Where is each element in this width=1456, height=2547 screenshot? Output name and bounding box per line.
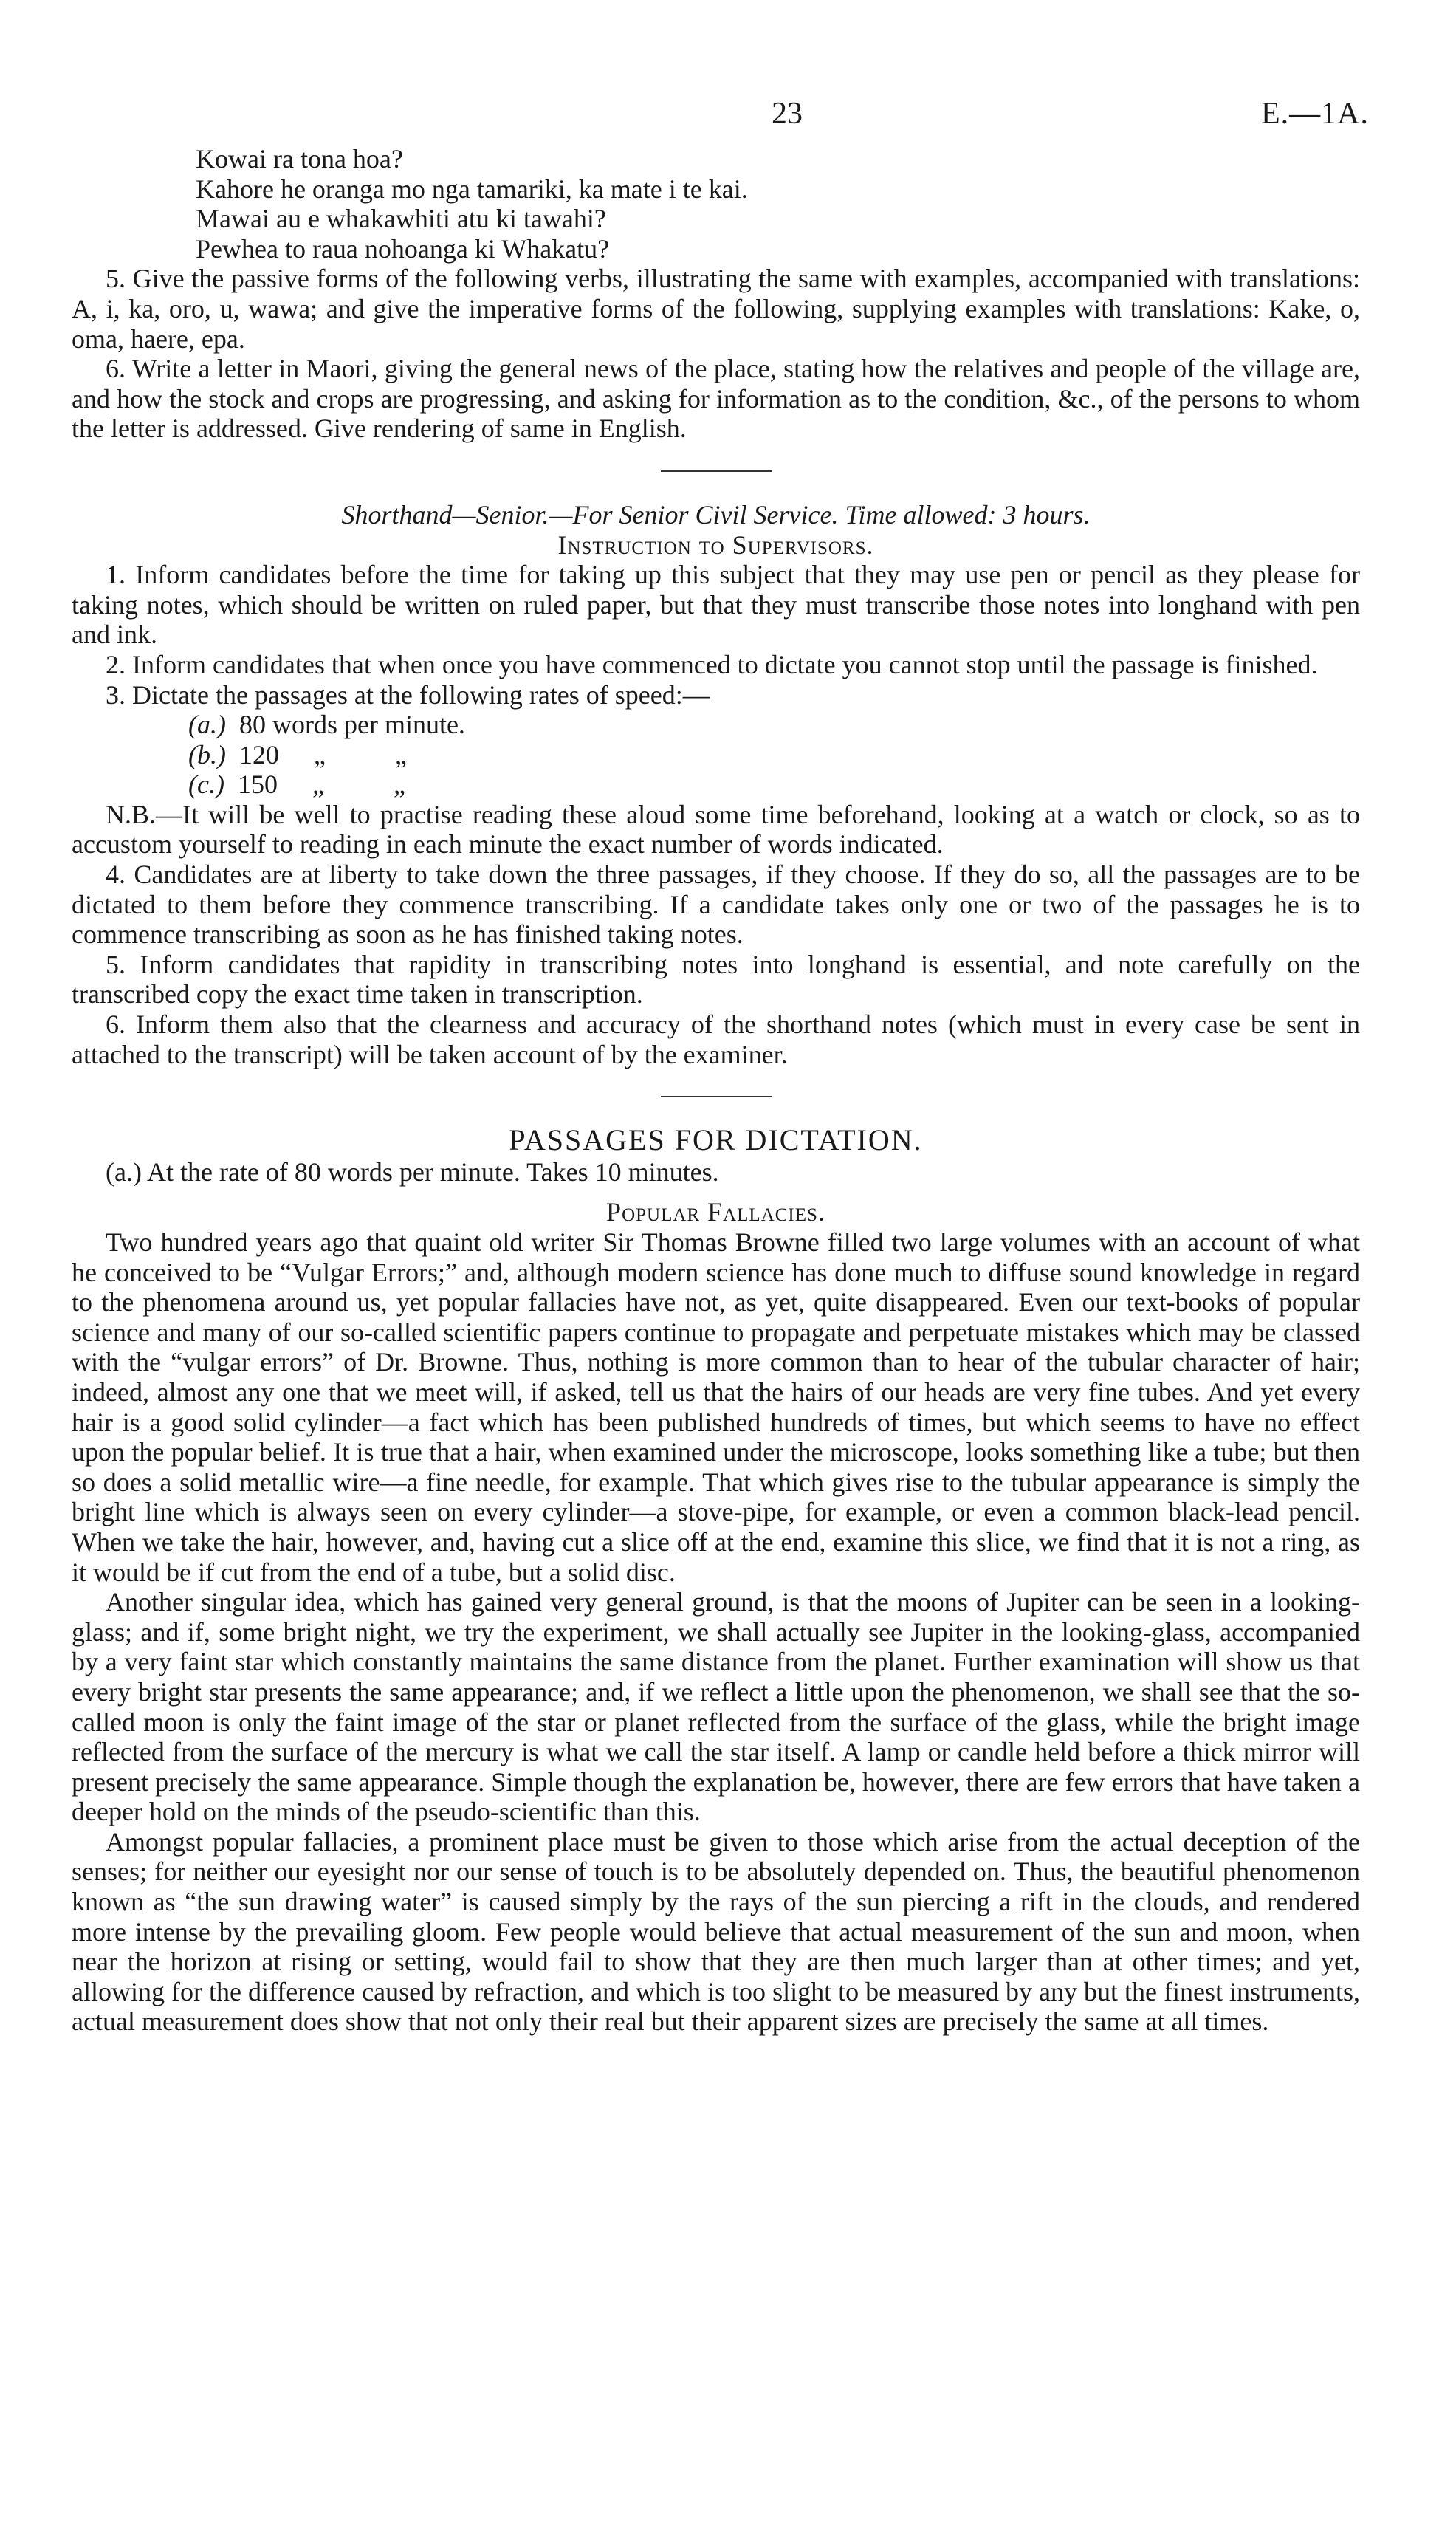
rate-item: [72, 769, 1360, 800]
nota-bene: N.B.—It will be well to practise reading these aloud some time beforehand, looking at a watch or clock, so as to accustom yourself to reading in each minute the exact number of words indicated.: [72, 799, 1360, 860]
rate-item: [72, 710, 1360, 740]
ditto-mark: „: [394, 739, 407, 769]
passages-heading: PASSAGES FOR DICTATION.: [509, 1123, 923, 1157]
maori-sentence: Pewhea to raua nohoanga ki Whakatu?: [196, 233, 610, 264]
section-divider: [661, 470, 772, 472]
document-reference: E.—1A.: [1261, 97, 1369, 131]
rate-label: (b.): [188, 739, 226, 769]
rate-item: [72, 740, 1360, 770]
maori-sentence: Mawai au e whakawhiti atu ki tawahi?: [196, 204, 606, 234]
rate-value: 80 words per minute.: [238, 710, 465, 740]
ditto-mark: „: [393, 769, 405, 800]
passage-paragraph: Another singular idea, which has gained very general ground, is that the moons of Jupiter can be seen in a looking-glass; and if, some bright night, we try the experiment, we shall actually see Jupiter in the looking-glass, accompanied by a very faint star which constantly maintains the same distance from the planet. Further examination will show us that every bright star presents the same appearance; and, if we reflect a little upon the phenomenon, we shall see that the so-called moon is only the faint image of the star or planet reflected from the surface of the glass, while the bright image reflected from the surface of the mercury is what we call the star itself. A lamp or candle held before a thick mirror will present precisely the same appearance. Simple though the explanation be, however, there are few errors that have taken a deeper hold on the minds of the pseudo-scientific than this.: [72, 1587, 1360, 1827]
instruction-item-2: 2. Inform candidates that when once you have commenced to dictate you cannot stop until the passage is finished.: [106, 649, 1318, 679]
rate-value: 120: [238, 739, 279, 769]
instruction-heading: Instruction to Supervisors.: [557, 529, 874, 560]
instruction-item-5: 5. Inform candidates that rapidity in transcribing notes into longhand is essential, and note carefully on the transcribed copy the exact time taken in transcription.: [72, 949, 1360, 1009]
passage-title: Popular Fallacies.: [606, 1197, 825, 1227]
instruction-item-1: 1. Inform candidates before the time for taking up this subject that they may use pen or pencil as they please for taking notes, which should be written on ruled paper, but that they must transcribe those notes into longhand with pen and ink.: [72, 560, 1360, 650]
section-divider: [661, 1096, 772, 1097]
ditto-mark: „: [312, 769, 324, 800]
maori-sentence: Kahore he oranga mo nga tamariki, ka mate i te kai.: [196, 174, 748, 204]
instruction-item-4: 4. Candidates are at liberty to take down the three passages, if they choose. If they do so, all the passages are to be dictated to them before they commence transcribing. If a candidate takes only one or two of the passages he is to commence transcribing as soon as he has finished taking notes.: [72, 860, 1360, 950]
instruction-item-3: 3. Dictate the passages at the following rates of speed:—: [106, 679, 710, 710]
maori-sentence: Kowai ra tona hoa?: [196, 144, 403, 174]
ditto-mark: „: [313, 739, 326, 769]
passage-paragraph: Amongst popular fallacies, a prominent place must be given to those which arise from the actual deception of the senses; for neither our eyesight nor our sense of touch is to be absolutely depended on. Thus, the beautiful phenomenon known as “the sun drawing water” is caused simply by the rays of the sun piercing a rift in the clouds, and rendered more intense by the prevailing gloom. Few people would believe that actual measurement of the sun and moon, when near the horizon at rising or setting, would fail to show that they are then much larger than at other times; and yet, allowing for the difference caused by refraction, and which is too slight to be measured by any but the finest instruments, actual measurement does show that not only their real but their apparent sizes are precisely the same at all times.: [72, 1826, 1360, 2037]
maori-sentences: [72, 144, 1360, 264]
question-6: 6. Write a letter in Maori, giving the general news of the place, stating how the relatives and people of the village are, and how the stock and crops are progressing, and asking for information as to the condition, &c., of the persons to whom the letter is addressed. Give rendering of same in English.: [72, 354, 1360, 444]
rate-label: (c.): [188, 769, 224, 800]
shorthand-exam-title: Shorthand—Senior.—For Senior Civil Service. Time allowed: 3 hours.: [341, 499, 1091, 529]
passage-rate: (a.) At the rate of 80 words per minute. Takes 10 minutes.: [106, 1156, 719, 1187]
instruction-item-6: 6. Inform them also that the clearness and accuracy of the shorthand notes (which must in every case be sent in attached to the transcript) will be taken account of by the examiner.: [72, 1009, 1360, 1069]
passage-paragraph: Two hundred years ago that quaint old writer Sir Thomas Browne filled two large volumes with an account of what he conceived to be “Vulgar Errors;” and, although modern science has done much to diffuse sound knowledge in regard to the phenomena around us, yet popular fallacies have not, as yet, quite disappeared. Even our text-books of popular science and many of our so-called scientific papers continue to propagate and perpetuate mistakes which may be classed with the “vulgar errors” of Dr. Browne. Thus, nothing is more common than to hear of the tubular character of hair; indeed, almost any one that we meet will, if asked, tell us that the hairs of our heads are very fine tubes. And yet every hair is a good solid cylinder—a fact which has been published hundreds of times, but which seems to have no effect upon the popular belief. It is true that a hair, when examined under the microscope, looks something like a tube; but then so does a solid metallic wire—a fine needle, for example. That which gives rise to the tubular appearance is simply the bright line which is always seen on every cylinder—a stove-pipe, for example, or even a common black-lead pencil. When we take the hair, however, and, having cut a slice off at the end, examine this slice, we find that it is not a ring, as it would be if cut from the end of a tube, but a solid disc.: [72, 1227, 1360, 1587]
page-header: [72, 92, 1369, 144]
rate-label: (a.): [188, 710, 226, 740]
dictation-rates: [72, 710, 1360, 800]
page-number: 23: [772, 97, 803, 131]
rate-value: 150: [237, 769, 278, 800]
page-content: [72, 92, 1369, 2037]
question-5: 5. Give the passive forms of the following verbs, illustrating the same with examples, accompanied with translations: A, i, ka, oro, u, wawa; and give the imperative forms of the following, supplying examples with translations: Kake, o, oma, haere, epa.: [72, 264, 1360, 354]
